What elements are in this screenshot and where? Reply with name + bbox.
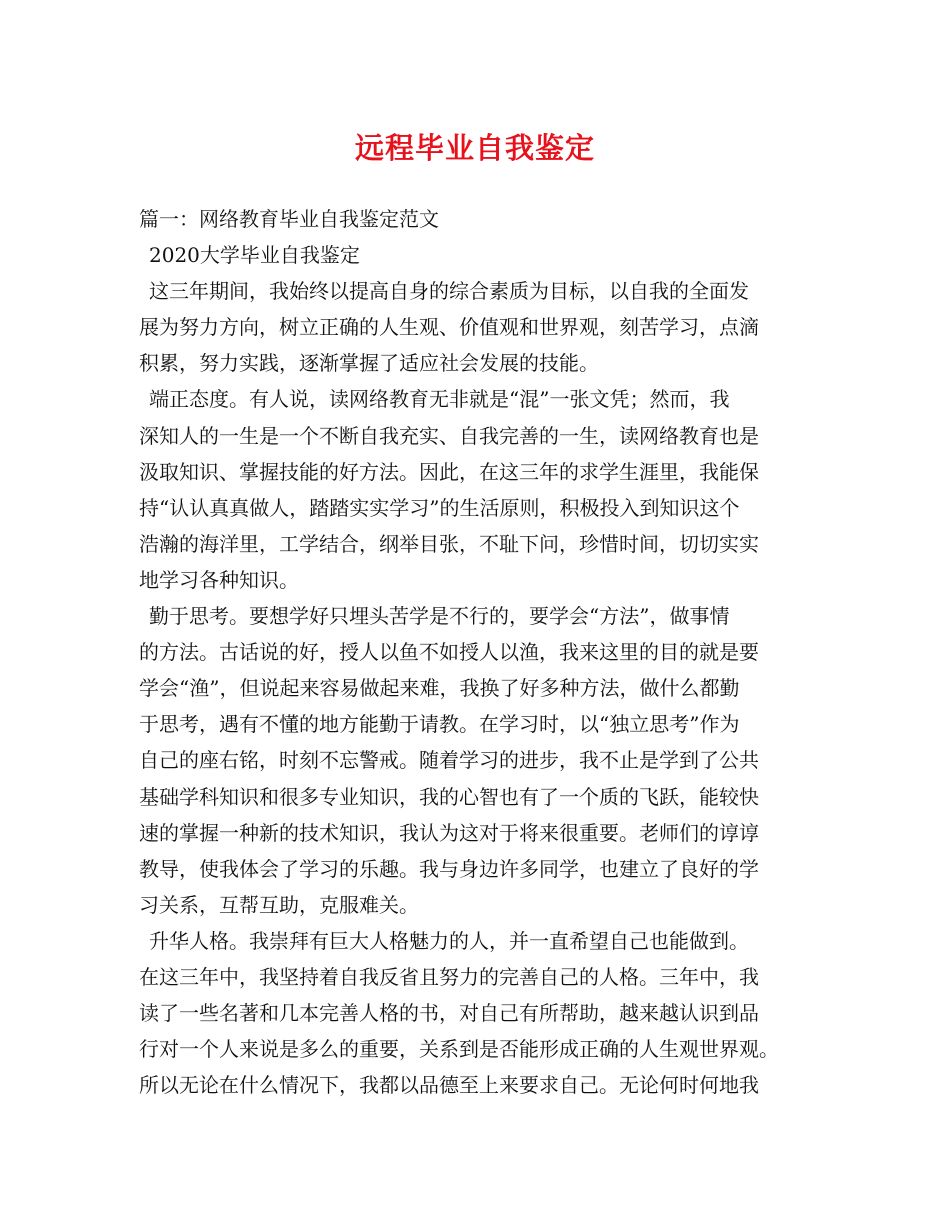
paragraph-line: 习关系，互帮互助，克服难关。 bbox=[139, 892, 419, 917]
paragraph-line: 积累，努力实践，逐渐掌握了适应社会发展的技能。 bbox=[139, 351, 599, 376]
paragraph-line: 在这三年中，我坚持着自我反省且努力的完善自己的人格。三年中，我 bbox=[139, 964, 759, 989]
paragraph-line: 基础学科知识和很多专业知识，我的心智也有了一个质的飞跃，能较快 bbox=[139, 784, 759, 809]
document-title: 远程毕业自我鉴定 bbox=[354, 131, 595, 165]
paragraph-line: 升华人格。我崇拜有巨大人格魅力的人，并一直希望自己也能做到。 bbox=[149, 928, 749, 953]
paragraph-line: 地学习各种知识。 bbox=[139, 567, 299, 592]
paragraph-line: 深知人的一生是一个不断自我充实、自我完善的一生，读网络教育也是 bbox=[139, 423, 759, 448]
document-body bbox=[139, 201, 819, 1103]
paragraph-line: 汲取知识、掌握技能的好方法。因此，在这三年的求学生涯里，我能保 bbox=[139, 459, 759, 484]
paragraph-line: 行对一个人来说是多么的重要，关系到是否能形成正确的人生观世界观。 bbox=[139, 1037, 779, 1062]
paragraph-line: 这三年期间，我始终以提高自身的综合素质为目标，以自我的全面发 bbox=[149, 279, 749, 304]
paragraph-line: 所以无论在什么情况下，我都以品德至上来要求自己。无论何时何地我 bbox=[139, 1073, 759, 1098]
subheading: 2020大学毕业自我鉴定 bbox=[149, 243, 360, 268]
paragraph-line: 展为努力方向，树立正确的人生观、价值观和世界观，刻苦学习，点滴 bbox=[139, 315, 759, 340]
paragraph-line: 浩瀚的海洋里，工学结合，纲举目张，不耻下问，珍惜时间，切切实实 bbox=[139, 531, 759, 556]
paragraph-line: 教导，使我体会了学习的乐趣。我与身边许多同学，也建立了良好的学 bbox=[139, 856, 759, 881]
section-heading: 篇一：网络教育毕业自我鉴定范文 bbox=[139, 207, 439, 231]
paragraph-line: 于思考，遇有不懂的地方能勤于请教。在学习时，以“独立思考”作为 bbox=[139, 712, 740, 737]
paragraph-line: 的方法。古话说的好，授人以鱼不如授人以渔，我来这里的目的就是要 bbox=[139, 640, 759, 665]
paragraph-line: 端正态度。有人说，读网络教育无非就是“混”一张文凭；然而，我 bbox=[149, 387, 730, 412]
paragraph-line: 自己的座右铭，时刻不忘警戒。随着学习的进步，我不止是学到了公共 bbox=[139, 748, 759, 773]
paragraph-line: 持“认认真真做人，踏踏实实学习”的生活原则，积极投入到知识这个 bbox=[139, 495, 740, 520]
paragraph-line: 速的掌握一种新的技术知识，我认为这对于将来很重要。老师们的谆谆 bbox=[139, 820, 759, 845]
paragraph-line: 读了一些名著和几本完善人格的书，对自己有所帮助，越来越认识到品 bbox=[139, 1001, 759, 1026]
paragraph-line: 勤于思考。要想学好只埋头苦学是不行的，要学会“方法”，做事情 bbox=[149, 604, 730, 629]
paragraph-line: 学会“渔”，但说起来容易做起来难，我换了好多种方法，做什么都勤 bbox=[139, 676, 740, 701]
